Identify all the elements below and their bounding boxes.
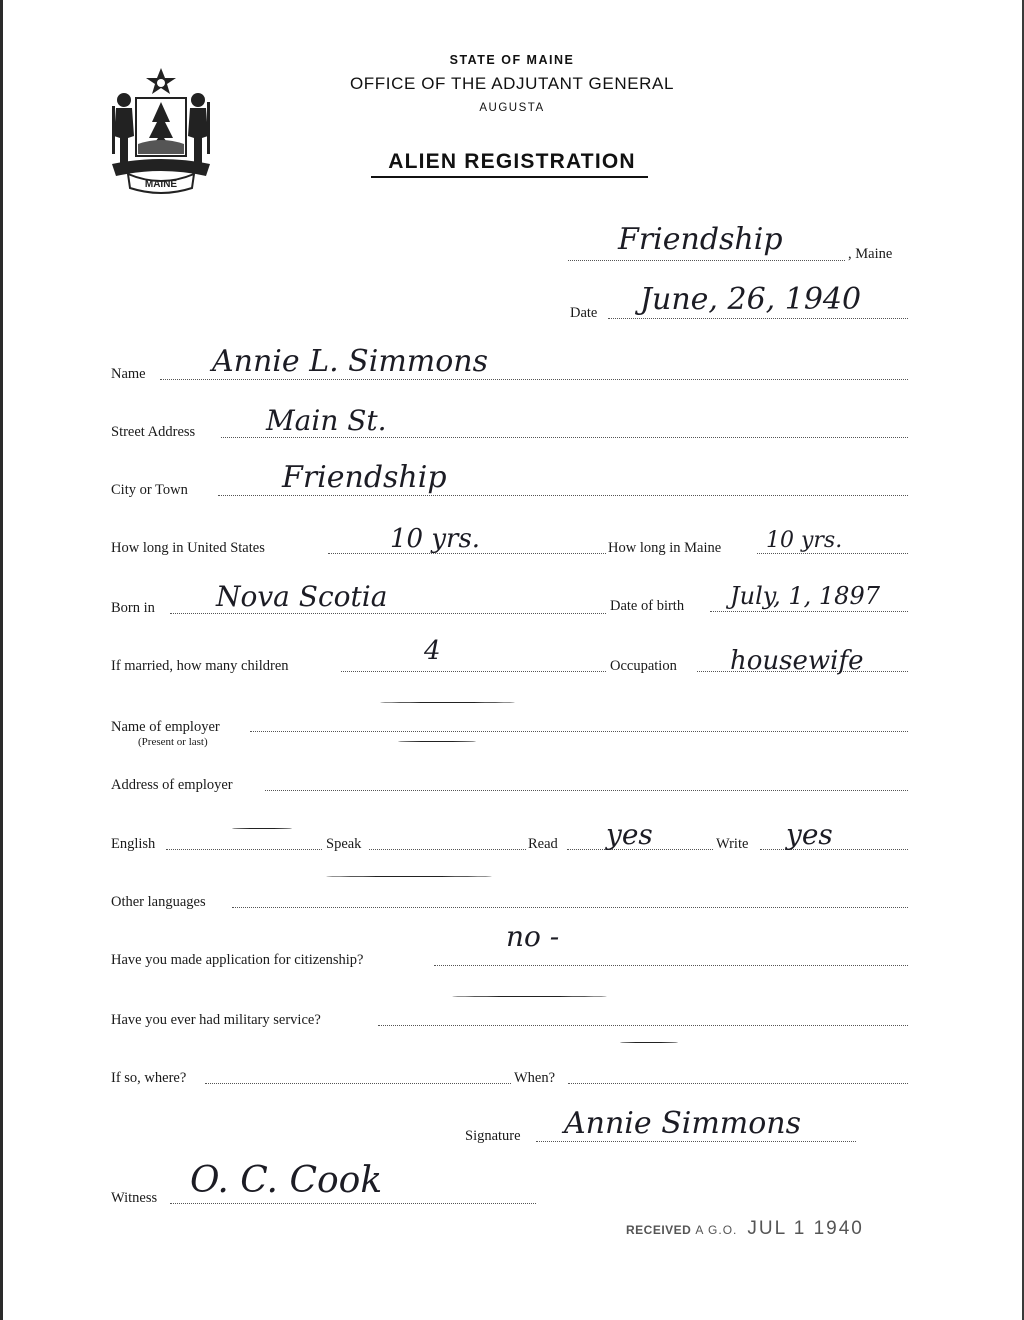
city-label: City or Town <box>111 482 188 498</box>
employer-blank-dash <box>380 702 515 703</box>
name-value: Annie L. Simmons <box>212 344 489 379</box>
other-languages-label: Other languages <box>111 894 206 910</box>
header-state: STATE OF MAINE <box>449 53 575 67</box>
header-city: AUGUSTA <box>479 102 545 114</box>
signature-label: Signature <box>465 1128 521 1144</box>
citizenship-value: no - <box>506 920 560 953</box>
city-value: Friendship <box>282 460 447 495</box>
witness-label: Witness <box>111 1190 158 1206</box>
signature-value: Annie Simmons <box>564 1106 802 1141</box>
employer-name-line <box>250 731 908 732</box>
header-office: OFFICE OF THE ADJUTANT GENERAL <box>349 74 675 93</box>
english-dash <box>232 828 292 829</box>
seal-banner-text: MAINE <box>144 179 178 190</box>
date-value: June, 26, 1940 <box>640 282 862 317</box>
english-label: English <box>111 836 156 852</box>
citizenship-line <box>434 965 908 966</box>
how-long-maine-label: How long in Maine <box>608 540 722 556</box>
born-in-value: Nova Scotia <box>216 580 388 613</box>
street-address-label: Street Address <box>111 424 196 440</box>
how-long-us-value: 10 yrs. <box>390 524 481 554</box>
place-value: Friendship <box>618 222 783 257</box>
born-in-line <box>170 613 606 614</box>
place-line <box>568 260 845 261</box>
write-line <box>760 849 908 850</box>
witness-line <box>170 1203 536 1204</box>
employer-name-sublabel: (Present or last) <box>138 736 208 748</box>
born-in-label: Born in <box>111 600 155 616</box>
name-line <box>160 379 908 380</box>
stamp-date-text: JUL 1 1940 <box>747 1218 864 1239</box>
military-dash-2 <box>620 1042 678 1043</box>
employer-name-dash <box>398 741 476 742</box>
how-long-us-label: How long in United States <box>111 540 265 556</box>
speak-label: Speak <box>326 836 362 852</box>
read-value: yes <box>606 818 653 851</box>
page-title: ALIEN REGISTRATION <box>388 150 636 173</box>
when-label: When? <box>514 1070 556 1086</box>
employer-name-label: Name of employer <box>111 719 220 735</box>
occupation-value: housewife <box>730 646 864 676</box>
children-label: If married, how many children <box>111 658 289 674</box>
street-address-value: Main St. <box>266 404 387 437</box>
write-label: Write <box>716 836 749 852</box>
place-suffix-label: , Maine <box>848 246 893 262</box>
date-line <box>608 318 908 319</box>
where-label: If so, where? <box>111 1070 187 1086</box>
citizenship-label: Have you made application for citizenship? <box>111 952 364 968</box>
scan-edge-left <box>0 0 3 1320</box>
when-line <box>568 1083 908 1084</box>
occupation-label: Occupation <box>610 658 677 674</box>
where-line <box>205 1083 511 1084</box>
date-label: Date <box>570 305 598 321</box>
witness-value: O. C. Cook <box>190 1160 383 1201</box>
other-languages-line <box>232 907 908 908</box>
date-of-birth-value: July, 1, 1897 <box>730 582 880 610</box>
employer-address-label: Address of employer <box>111 777 233 793</box>
military-dash <box>452 996 607 997</box>
children-value: 4 <box>424 636 441 666</box>
read-label: Read <box>528 836 558 852</box>
stamp-received-text: RECEIVED <box>626 1223 692 1237</box>
how-long-maine-value: 10 yrs. <box>766 528 843 553</box>
signature-line <box>536 1141 856 1142</box>
name-label: Name <box>111 366 146 382</box>
city-line <box>218 495 908 496</box>
english-line <box>166 849 322 850</box>
date-of-birth-label: Date of birth <box>610 598 685 614</box>
military-label: Have you ever had military service? <box>111 1012 321 1028</box>
children-line <box>341 671 606 672</box>
speak-dash <box>326 876 492 877</box>
speak-line <box>369 849 526 850</box>
how-long-maine-line <box>757 553 908 554</box>
received-stamp <box>626 1218 864 1240</box>
stamp-office-text: A G.O. <box>695 1223 738 1237</box>
military-line <box>378 1025 908 1026</box>
date-of-birth-line <box>710 611 908 612</box>
title-underline <box>371 176 648 178</box>
employer-address-line <box>265 790 908 791</box>
write-value: yes <box>786 818 833 851</box>
street-address-line <box>221 437 908 438</box>
